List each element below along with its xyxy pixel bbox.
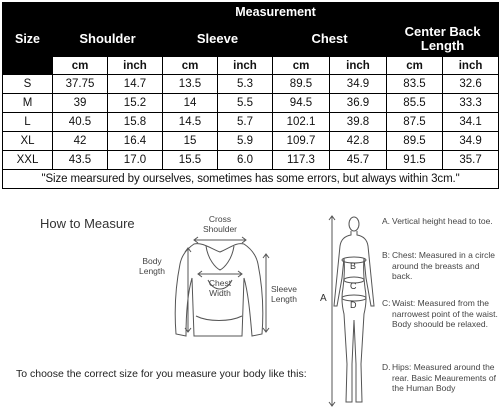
value-cell: 89.5	[273, 75, 330, 94]
value-cell: 15.8	[108, 113, 163, 132]
group-chest: Chest	[273, 22, 387, 57]
note-text: Waist: Measured from the narrowest point of the waist. Body shoould be relaxed.	[392, 298, 498, 329]
value-cell: 42	[53, 132, 108, 151]
value-cell: 5.7	[218, 113, 273, 132]
letter-a: A	[320, 293, 327, 304]
value-cell: 5.3	[218, 75, 273, 94]
value-cell: 6.0	[218, 151, 273, 170]
value-cell: 39	[53, 94, 108, 113]
value-cell: 5.9	[218, 132, 273, 151]
note-text: Vertical height head to toe.	[392, 216, 493, 226]
value-cell: 34.9	[443, 132, 499, 151]
unit-cell: cm	[163, 57, 218, 75]
size-cell: XXL	[3, 151, 53, 170]
value-cell: 91.5	[387, 151, 443, 170]
note-height	[382, 216, 498, 227]
table-row	[3, 113, 499, 132]
note-chest	[382, 250, 498, 282]
letter-d: D	[350, 300, 357, 310]
value-cell: 89.5	[387, 132, 443, 151]
note-letter: A.	[382, 216, 391, 226]
value-cell: 17.0	[108, 151, 163, 170]
group-shoulder: Shoulder	[53, 22, 163, 57]
value-cell: 83.5	[387, 75, 443, 94]
size-cell: XL	[3, 132, 53, 151]
value-cell: 33.3	[443, 94, 499, 113]
value-cell: 14.5	[163, 113, 218, 132]
value-cell: 34.1	[443, 113, 499, 132]
value-cell: 14.7	[108, 75, 163, 94]
size-cell: S	[3, 75, 53, 94]
value-cell: 35.7	[443, 151, 499, 170]
note-letter: D.	[382, 362, 391, 372]
value-cell: 39.8	[330, 113, 387, 132]
value-cell: 36.9	[330, 94, 387, 113]
units-row	[3, 57, 499, 75]
value-cell: 87.5	[387, 113, 443, 132]
value-cell: 37.75	[53, 75, 108, 94]
note-letter: C:	[382, 298, 391, 308]
group-sleeve: Sleeve	[163, 22, 273, 57]
value-cell: 45.7	[330, 151, 387, 170]
value-cell: 85.5	[387, 94, 443, 113]
value-cell: 32.6	[443, 75, 499, 94]
value-cell: 109.7	[273, 132, 330, 151]
table-row	[3, 151, 499, 170]
note-waist	[382, 298, 498, 330]
size-chart-table	[2, 2, 499, 189]
value-cell: 5.5	[218, 94, 273, 113]
note-text: Hips: Measured around the rear. Basic Meaurements of the Human Body	[392, 362, 496, 393]
choose-size-instruction: To choose the correct size for you measure your body like this:	[16, 368, 307, 380]
note-letter: B:	[382, 250, 391, 260]
value-cell: 94.5	[273, 94, 330, 113]
size-header: Size	[3, 3, 53, 75]
sleeve-length-label: Sleeve Length	[271, 284, 297, 304]
note-text: Chest: Measured in a circle around the breasts and back.	[392, 250, 495, 281]
table-row	[3, 94, 499, 113]
value-cell: 102.1	[273, 113, 330, 132]
value-cell: 15.5	[163, 151, 218, 170]
letter-b: B	[350, 261, 357, 271]
unit-cell: inch	[218, 57, 273, 75]
cross-shoulder-label: Cross Shoulder	[202, 214, 238, 234]
value-cell: 34.9	[330, 75, 387, 94]
unit-cell: inch	[443, 57, 499, 75]
value-cell: 42.8	[330, 132, 387, 151]
size-cell: L	[3, 113, 53, 132]
value-cell: 14	[163, 94, 218, 113]
letter-c: C	[350, 281, 357, 291]
body-illustration	[318, 214, 376, 410]
unit-cell: inch	[330, 57, 387, 75]
measurement-title: Measurement	[53, 3, 499, 22]
measurement-note: "Size mearsured by ourselves, sometimes has some errors, but always within 3cm."	[3, 170, 499, 189]
how-to-measure-title: How to Measure	[40, 216, 135, 231]
value-cell: 117.3	[273, 151, 330, 170]
group-center-back-length	[387, 22, 499, 57]
value-cell: 43.5	[53, 151, 108, 170]
group-center-back-length-label: Center Back Length	[404, 24, 481, 53]
size-cell: M	[3, 94, 53, 113]
note-hips	[382, 362, 498, 394]
unit-cell: cm	[387, 57, 443, 75]
value-cell: 15.2	[108, 94, 163, 113]
body-diagram	[318, 214, 376, 410]
table-row	[3, 132, 499, 151]
table-row	[3, 75, 499, 94]
shirt-diagram	[138, 212, 308, 347]
unit-cell: cm	[273, 57, 330, 75]
unit-cell: inch	[108, 57, 163, 75]
value-cell: 16.4	[108, 132, 163, 151]
value-cell: 13.5	[163, 75, 218, 94]
body-length-label: Body Length	[139, 256, 165, 276]
value-cell: 15	[163, 132, 218, 151]
value-cell: 40.5	[53, 113, 108, 132]
chest-width-label: Chest Width	[208, 278, 232, 298]
unit-cell: cm	[53, 57, 108, 75]
